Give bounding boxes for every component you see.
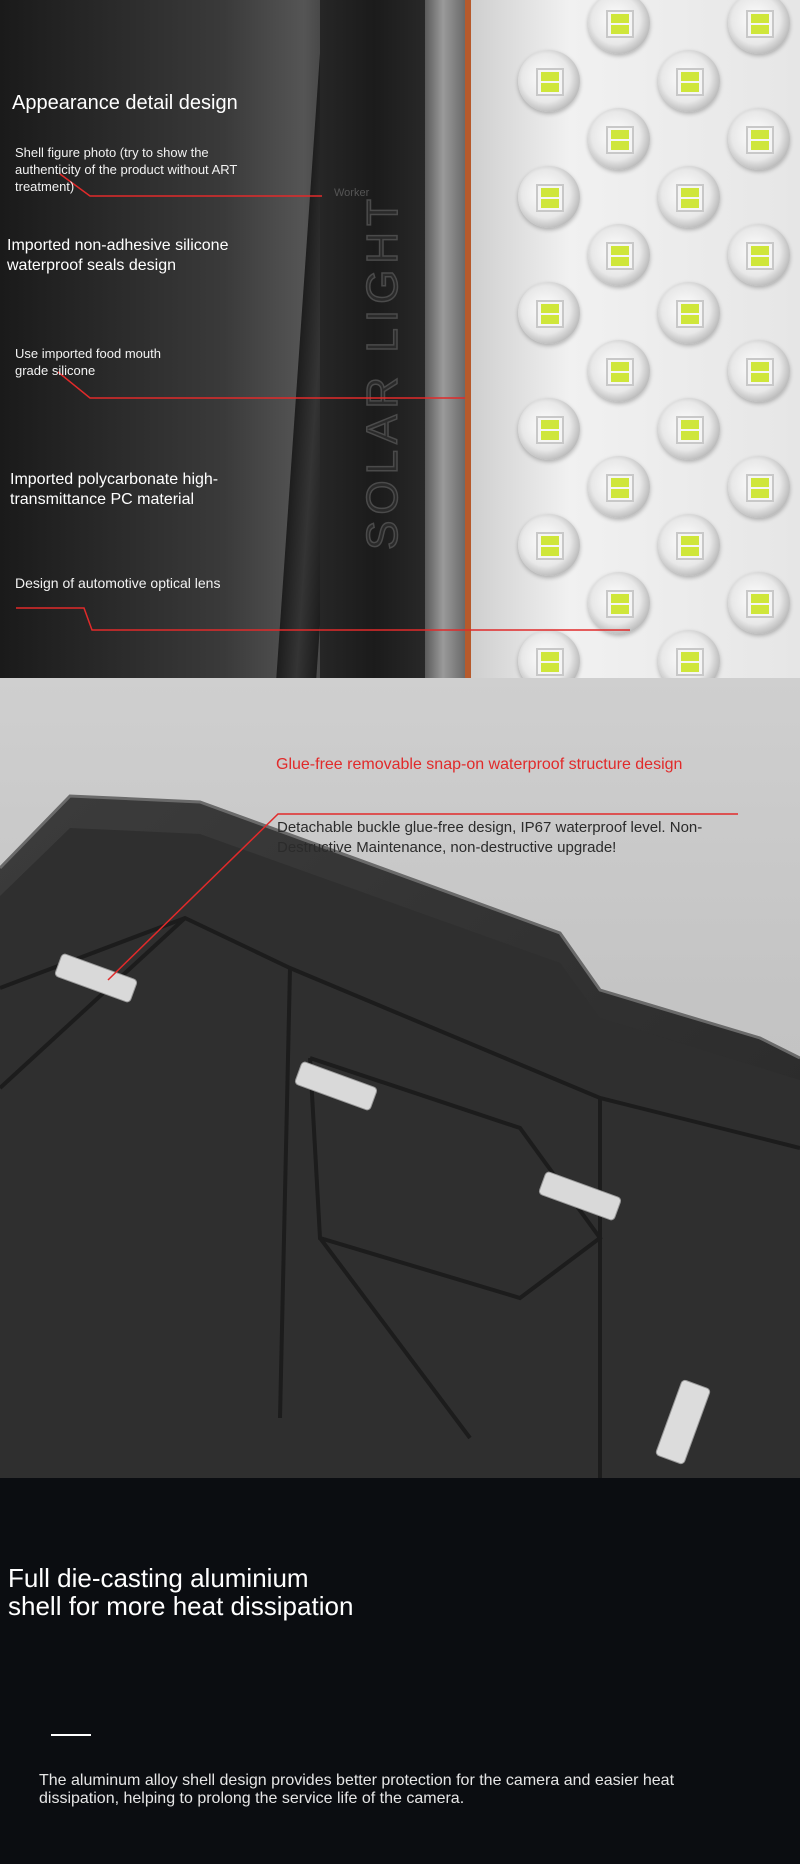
shell-inner [0,828,800,1478]
casting-title-line-1: Full die-casting aluminium [8,1563,309,1593]
casting-description: The aluminum alloy shell design provides better protection for the camera and easier heat dissipation, helping to prolong the service life of the camera. [39,1772,675,1807]
led-bead [728,0,790,54]
led-chip [676,300,704,328]
led-bead [588,224,650,286]
led-bead [658,282,720,344]
led-chip [746,474,774,502]
shell-photo-note: Shell figure photo (try to show the authenticity of the product without ART treatment) [15,145,238,194]
appearance-detail-section [0,0,800,678]
led-chip [536,184,564,212]
led-chip [746,10,774,38]
appearance-title: Appearance detail design [12,92,238,114]
led-chip [676,416,704,444]
led-bead [588,0,650,54]
led-chip [606,590,634,618]
led-chip [536,300,564,328]
led-chip [746,242,774,270]
snap-title: Glue-free removable snap-on waterproof structure design [276,756,683,773]
worker-label: Worker [334,187,370,199]
led-bead [518,398,580,460]
housing-photo [0,678,800,1478]
led-bead [518,282,580,344]
led-panel [471,0,800,678]
led-bead [588,108,650,170]
casting-title-line-2: shell for more heat dissipation [8,1591,354,1621]
led-chip [536,416,564,444]
led-bead [658,398,720,460]
led-bead [658,514,720,576]
die-casting-section [0,1478,800,1864]
led-bead [728,340,790,402]
feature-optical-lens: Design of automotive optical lens [15,575,221,591]
feature-silicone: Use imported food mouth grade silicone [15,346,161,378]
snap-description: Detachable buckle glue-free design, IP67 waterproof level. Non-Destructive Maintenance, non-destructive upgrade! [277,819,703,856]
led-chip [746,590,774,618]
led-chip [606,474,634,502]
solar-light-embossed-text [355,140,415,560]
decorative-dash [51,1734,91,1736]
snap-on-structure-section [0,678,800,1478]
led-chip [676,68,704,96]
led-chip [676,184,704,212]
led-bead [588,340,650,402]
casting-title [8,1564,353,1620]
led-chip [536,532,564,560]
led-chip [746,358,774,386]
led-bead [658,630,720,678]
led-chip [606,126,634,154]
led-chip [606,358,634,386]
led-bead [588,572,650,634]
led-bead [728,224,790,286]
seal-strip [425,0,465,678]
led-bead [518,166,580,228]
led-bead [658,50,720,112]
product-text: SOLAR LIGHT [358,193,407,550]
led-chip [606,10,634,38]
led-bead [728,108,790,170]
led-chip [536,68,564,96]
led-bead [588,456,650,518]
led-bead [518,630,580,678]
feature-pc-material: Imported polycarbonate high-transmittance PC material [10,471,219,508]
led-bead [658,166,720,228]
feature-seals: Imported non-adhesive silicone waterproof seals design [7,237,229,274]
led-bead [728,456,790,518]
led-bead [518,50,580,112]
led-chip [606,242,634,270]
led-chip [676,648,704,676]
led-chip [536,648,564,676]
led-bead [728,572,790,634]
led-chip [676,532,704,560]
led-chip [746,126,774,154]
led-bead [518,514,580,576]
